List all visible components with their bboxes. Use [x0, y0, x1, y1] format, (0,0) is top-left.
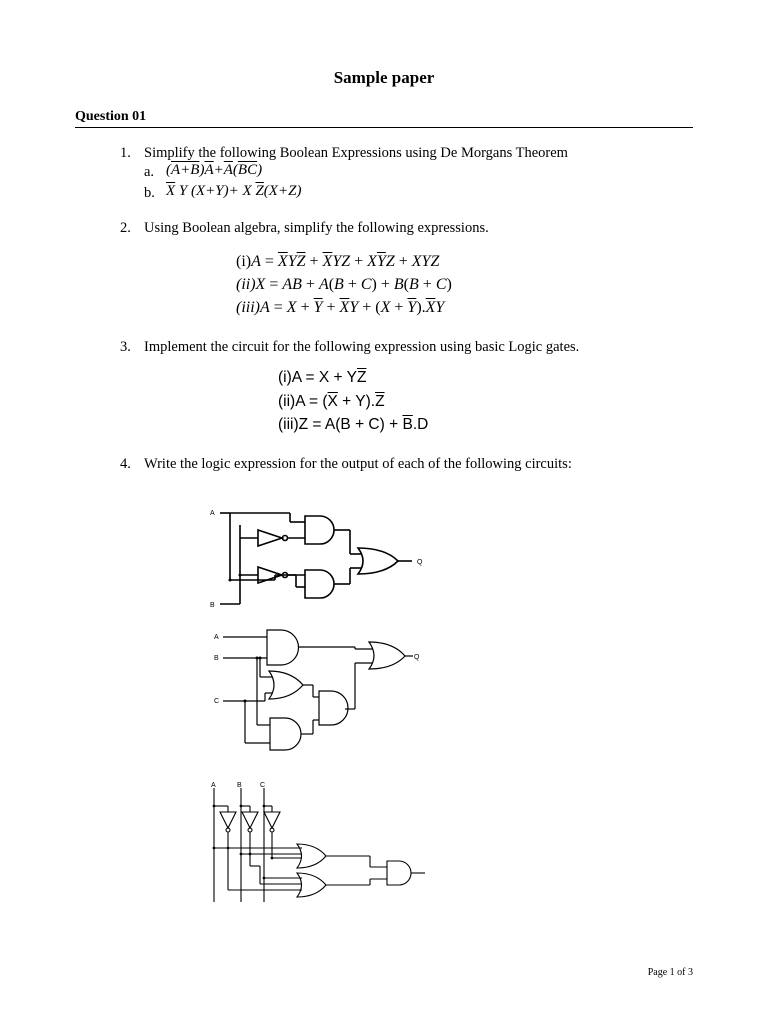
circuit-2-output-q: Q	[414, 654, 420, 661]
item-2-text: Using Boolean algebra, simplify the following expressions.	[144, 220, 489, 236]
item-1-number: 1.	[120, 145, 131, 161]
item-4-text: Write the logic expression for the output of each of the following circuits:	[144, 456, 572, 472]
circuit-2-input-b: B	[214, 655, 219, 662]
item-3-text: Implement the circuit for the following expression using basic Logic gates.	[144, 339, 580, 355]
circuit-3-diagram	[200, 778, 440, 908]
item-2-expr-ii: (ii)X = AB + A(B + C) + B(B + C)	[236, 276, 452, 293]
circuit-2-diagram	[205, 625, 435, 755]
item-1b-label: b.	[144, 185, 155, 201]
page-footer: Page 1 of 3	[647, 967, 693, 978]
item-1-text: Simplify the following Boolean Expressions using De Morgans Theorem	[144, 145, 568, 161]
circuit-1-diagram	[200, 500, 440, 615]
circuit-2-input-a: A	[214, 634, 219, 641]
circuit-1-input-b: B	[210, 602, 215, 609]
item-3-expr-i: $(i)A = X + Y\overline{Z}$	[278, 369, 367, 386]
circuit-1-input-a: A	[210, 510, 215, 517]
item-1b-expression: $\overline{X}$ Y (X+Y)+ X $\overline{Z}(X+Z)$	[166, 183, 302, 199]
item-1a-label: a.	[144, 164, 155, 180]
circuit-3-input-b: B	[237, 782, 242, 789]
item-2-expr-iii: $(iii)A = X + \overline{Y} + \overline{X}Y + (X + \overline{Y}).\overline{X}Y$	[236, 299, 445, 316]
circuit-3-input-a: A	[211, 782, 216, 789]
heading-rule	[75, 127, 693, 128]
item-1a-expression: $(A+B)\overline{A}+\overline{A}(\overline{BC})$	[166, 162, 263, 178]
item-3-number: 3.	[120, 339, 131, 355]
item-3-expr-iii: $(iii)Z = A(B + C) + \overline{B}.D$	[278, 416, 429, 433]
circuit-3-input-c: C	[260, 782, 266, 789]
item-3-expr-ii: $(ii)A = (\overline{X} + Y).\overline{Z}$	[278, 393, 385, 410]
circuit-2-input-c: C	[214, 698, 220, 705]
question-heading: Question 01	[75, 109, 147, 124]
circuit-1-output-q: Q	[417, 559, 423, 566]
item-2-expr-i: $(i)A = \overline{X}Y\overline{Z} + \overline{X}YZ + X\overline{Y}Z$ + XYZ	[236, 253, 440, 270]
page-title: Sample paper	[333, 68, 435, 87]
item-2-number: 2.	[120, 220, 131, 236]
item-4-number: 4.	[120, 456, 131, 472]
